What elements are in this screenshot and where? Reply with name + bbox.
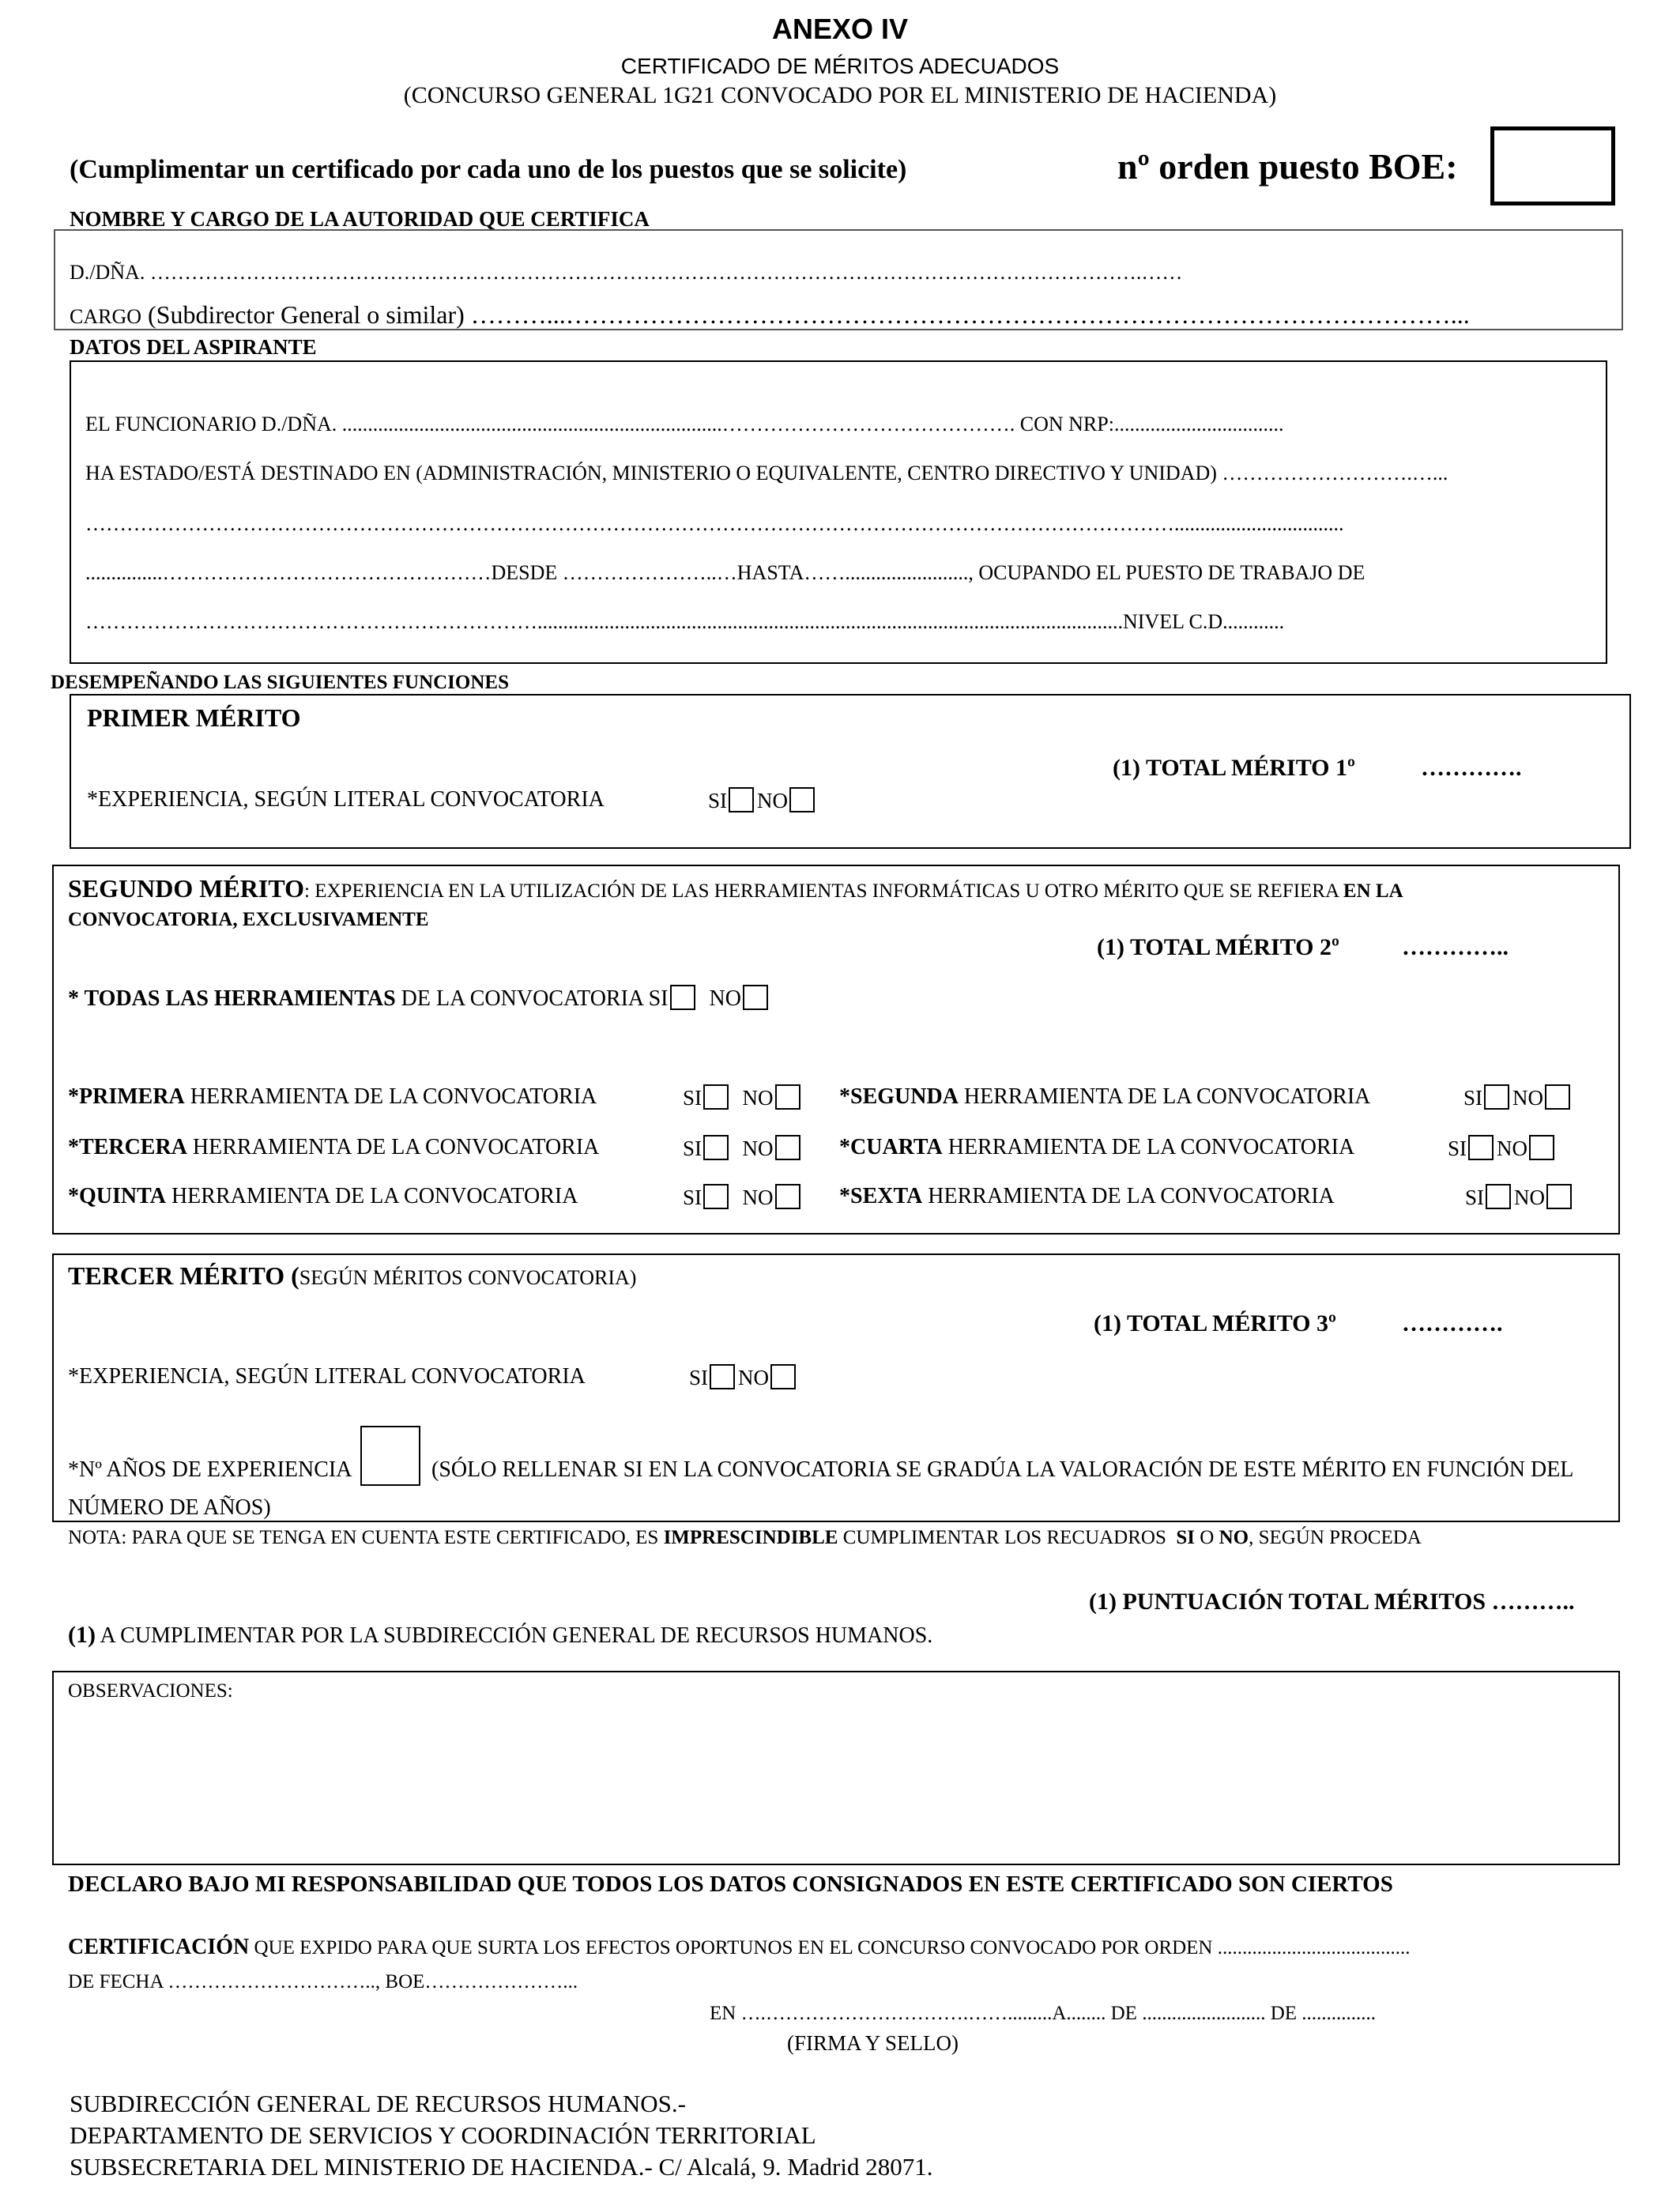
merit2-title: SEGUNDO MÉRITO bbox=[68, 874, 305, 903]
all-tools-bold: * TODAS LAS HERRAMIENTAS bbox=[68, 986, 396, 1011]
no-label: NO bbox=[709, 986, 741, 1011]
tool-ordinal: *CUARTA bbox=[839, 1135, 943, 1159]
authority-cargo-field[interactable] bbox=[70, 300, 1470, 330]
footer-line1: SUBDIRECCIÓN GENERAL DE RECURSOS HUMANOS.- bbox=[70, 2090, 686, 2117]
tool2-si-checkbox[interactable] bbox=[1484, 1084, 1509, 1110]
functions-heading: DESEMPEÑANDO LAS SIGUIENTES FUNCIONES bbox=[51, 672, 509, 693]
all-tools-no-checkbox[interactable] bbox=[743, 985, 768, 1010]
si-label: SI bbox=[708, 789, 728, 812]
certificate-subtitle: (CONCURSO GENERAL 1G21 CONVOCADO POR EL MINISTERIO DE HACIENDA) bbox=[403, 82, 1277, 108]
merit1-total-label: (1) TOTAL MÉRITO 1º bbox=[1113, 755, 1355, 781]
merit2-desc-bold: EN LA bbox=[1343, 880, 1403, 902]
tool-label: HERRAMIENTA DE LA CONVOCATORIA bbox=[963, 1084, 1371, 1109]
tool-ordinal: *SEXTA bbox=[839, 1184, 923, 1208]
no-label: NO bbox=[742, 1137, 774, 1160]
no-label: NO bbox=[738, 1366, 770, 1389]
total-score[interactable]: (1) PUNTUACIÓN TOTAL MÉRITOS ……….. bbox=[1089, 1589, 1575, 1615]
merit3-title-row bbox=[68, 1261, 636, 1291]
authority-name-field[interactable]: D./DÑA. ……………………………………………………………………………………………………………………………….…… bbox=[70, 261, 1183, 284]
score-footnote bbox=[68, 1622, 932, 1649]
tool2-no-checkbox[interactable] bbox=[1545, 1084, 1570, 1110]
observations-box[interactable] bbox=[52, 1671, 1620, 1865]
applicant-name-field[interactable]: EL FUNCIONARIO D./DÑA. ..........................................................................……………………………………. CON NRP:................................. bbox=[85, 413, 1284, 435]
tool-row bbox=[68, 1184, 578, 1209]
si-label: SI bbox=[689, 1366, 709, 1389]
applicant-destination-field[interactable]: HA ESTADO/ESTÁ DESTINADO EN (ADMINISTRACIÓN, MINISTERIO O EQUIVALENTE, CENTRO DIRECTIVO Y UNIDAD) ……………………….…... bbox=[85, 462, 1448, 484]
note-o: O bbox=[1200, 1527, 1215, 1548]
years-note: (SÓLO RELLENAR SI EN LA CONVOCATORIA SE GRADÚA LA VALORACIÓN DE ESTE MÉRITO EN FUNCIÓN DEL bbox=[431, 1457, 1574, 1482]
tool4-no-checkbox[interactable] bbox=[1529, 1135, 1554, 1160]
certification-bold: CERTIFICACIÓN bbox=[68, 1935, 250, 1959]
cargo-line: (Subdirector General o similar) ………...……………………………………………………………………………………………... bbox=[148, 300, 1470, 329]
no-label: NO bbox=[1497, 1137, 1528, 1160]
certificate-title: CERTIFICADO DE MÉRITOS ADECUADOS bbox=[620, 54, 1060, 78]
no-label: NO bbox=[1512, 1086, 1544, 1110]
footer-line3: SUBSECRETARIA DEL MINISTERIO DE HACIENDA.- C/ Alcalá, 9. Madrid 28071. bbox=[70, 2153, 933, 2181]
footnote-text: A CUMPLIMENTAR POR LA SUBDIRECCIÓN GENERAL DE RECURSOS HUMANOS. bbox=[100, 1623, 933, 1648]
no-label: NO bbox=[742, 1086, 774, 1110]
merit3-yesno bbox=[689, 1364, 799, 1390]
tool-row bbox=[839, 1135, 1354, 1160]
merit2-desc2: CONVOCATORIA, EXCLUSIVAMENTE bbox=[68, 909, 429, 930]
merit1-title: PRIMER MÉRITO bbox=[87, 703, 301, 732]
footer-line2: DEPARTAMENTO DE SERVICIOS Y COORDINACIÓN TERRITORIAL bbox=[70, 2121, 816, 2149]
certification-line2[interactable]: DE FECHA ………………………….., BOE…………………... bbox=[68, 1971, 578, 1992]
tool-label: HERRAMIENTA DE LA CONVOCATORIA bbox=[928, 1184, 1335, 1208]
applicant-heading: DATOS DEL ASPIRANTE bbox=[70, 335, 317, 359]
merit3-no-checkbox[interactable] bbox=[770, 1364, 796, 1389]
years-input[interactable] bbox=[360, 1426, 420, 1486]
tool1-yesno bbox=[683, 1084, 804, 1110]
note-prefix: NOTA: PARA QUE SE TENGA EN CUENTA ESTE CERTIFICADO, ES bbox=[68, 1527, 659, 1548]
tool6-yesno bbox=[1465, 1184, 1575, 1210]
declaration-text: DECLARO BAJO MI RESPONSABILIDAD QUE TODOS LOS DATOS CONSIGNADOS EN ESTE CERTIFICADO SON CIERTOS bbox=[68, 1872, 1393, 1897]
tool-row bbox=[68, 1084, 597, 1110]
merit1-no-checkbox[interactable] bbox=[789, 787, 815, 812]
boe-order-label: nº orden puesto BOE: bbox=[1117, 146, 1458, 187]
tool3-si-checkbox[interactable] bbox=[703, 1135, 729, 1160]
merit3-title-rest: SEGÚN MÉRITOS CONVOCATORIA) bbox=[299, 1266, 637, 1289]
tool1-si-checkbox[interactable] bbox=[703, 1084, 729, 1110]
note-si: SI bbox=[1176, 1527, 1195, 1548]
merit3-total-label: (1) TOTAL MÉRITO 3º bbox=[1094, 1310, 1336, 1336]
merit3-title: TERCER MÉRITO ( bbox=[68, 1261, 299, 1290]
tool-row bbox=[839, 1084, 1370, 1110]
tool-label: HERRAMIENTA DE LA CONVOCATORIA bbox=[947, 1135, 1355, 1159]
tool-ordinal: *SEGUNDA bbox=[839, 1084, 959, 1109]
certification-line1 bbox=[68, 1935, 1410, 1960]
tool6-no-checkbox[interactable] bbox=[1546, 1184, 1572, 1209]
certification-text[interactable]: QUE EXPIDO PARA QUE SURTA LOS EFECTOS OPORTUNOS EN EL CONCURSO CONVOCADO POR ORDEN ....................................... bbox=[254, 1937, 1411, 1958]
all-tools-rest: DE LA CONVOCATORIA bbox=[401, 986, 643, 1011]
merit1-total-value[interactable]: …………. bbox=[1421, 755, 1522, 781]
note-suffix: , SEGÚN PROCEDA bbox=[1249, 1527, 1422, 1548]
boe-order-input[interactable] bbox=[1490, 126, 1615, 205]
tool4-yesno bbox=[1448, 1135, 1558, 1161]
note-imprescindible: IMPRESCINDIBLE bbox=[663, 1527, 838, 1548]
merit2-total-label: (1) TOTAL MÉRITO 2º bbox=[1097, 934, 1339, 960]
merit1-box bbox=[70, 694, 1631, 849]
tool3-no-checkbox[interactable] bbox=[775, 1135, 800, 1160]
tool-label: HERRAMIENTA DE LA CONVOCATORIA bbox=[192, 1135, 600, 1159]
tool-label: HERRAMIENTA DE LA CONVOCATORIA bbox=[190, 1084, 597, 1109]
tool5-si-checkbox[interactable] bbox=[703, 1184, 729, 1209]
authority-heading: NOMBRE Y CARGO DE LA AUTORIDAD QUE CERTIFICA bbox=[70, 207, 650, 231]
si-label: SI bbox=[683, 1186, 703, 1209]
applicant-dates-field[interactable]: ...............…………………………………………DESDE …………………..…HASTA……........................, OCUPANDO EL PUESTO DE TRABAJO DE bbox=[85, 561, 1365, 584]
tool-ordinal: *TERCERA bbox=[68, 1135, 187, 1159]
merit3-total-value[interactable]: …………. bbox=[1402, 1310, 1503, 1336]
observations-label: OBSERVACIONES: bbox=[68, 1680, 233, 1702]
cargo-label: CARGO bbox=[70, 305, 142, 328]
footnote-number: (1) bbox=[68, 1622, 96, 1648]
note-no: NO bbox=[1219, 1527, 1249, 1548]
applicant-position-field[interactable]: …………………………………………………………..................................................................................................................NIVEL C.D............ bbox=[85, 610, 1285, 633]
si-label: SI bbox=[683, 1086, 703, 1110]
annex-title: ANEXO IV bbox=[771, 13, 909, 45]
si-label: SI bbox=[1463, 1086, 1483, 1110]
tool-row bbox=[68, 1135, 599, 1160]
merit1-si-checkbox[interactable] bbox=[729, 787, 754, 812]
tool1-no-checkbox[interactable] bbox=[775, 1084, 800, 1110]
merit2-desc: : EXPERIENCIA EN LA UTILIZACIÓN DE LAS HERRAMIENTAS INFORMÁTICAS U OTRO MÉRITO QUE SE REFIERA bbox=[304, 880, 1339, 902]
note-mid: CUMPLIMENTAR LOS RECUADROS bbox=[842, 1527, 1166, 1548]
tool-row bbox=[839, 1184, 1335, 1209]
si-label: SI bbox=[1448, 1137, 1467, 1160]
tool4-si-checkbox[interactable] bbox=[1468, 1135, 1494, 1160]
tool6-si-checkbox[interactable] bbox=[1486, 1184, 1511, 1209]
si-label: SI bbox=[1465, 1186, 1485, 1209]
note-text bbox=[68, 1527, 1422, 1549]
merit2-description bbox=[68, 873, 1604, 907]
years-note-2: NÚMERO DE AÑOS) bbox=[68, 1495, 271, 1520]
si-label: SI bbox=[683, 1137, 703, 1160]
tool-ordinal: *PRIMERA bbox=[68, 1084, 185, 1109]
tool-ordinal: *QUINTA bbox=[68, 1184, 166, 1208]
certification-line3[interactable]: EN ….………………………….…….........A........ DE ......................... DE ............... bbox=[710, 2003, 1377, 2024]
si-label: SI bbox=[648, 986, 669, 1011]
instruction-text: (Cumplimentar un certificado por cada uno de los puestos que se solicite) bbox=[70, 155, 907, 184]
tool3-yesno bbox=[683, 1135, 804, 1161]
merit3-si-checkbox[interactable] bbox=[710, 1364, 735, 1389]
no-label: NO bbox=[742, 1186, 774, 1209]
tool2-yesno bbox=[1463, 1084, 1573, 1110]
no-label: NO bbox=[757, 789, 789, 812]
merit3-experience-label: *EXPERIENCIA, SEGÚN LITERAL CONVOCATORIA bbox=[68, 1364, 586, 1389]
no-label: NO bbox=[1514, 1186, 1546, 1209]
applicant-destination-line[interactable]: ……………………………………………………………………………………………………………………………………………................................. bbox=[85, 512, 1344, 535]
tool5-no-checkbox[interactable] bbox=[775, 1184, 800, 1209]
merit1-yesno bbox=[708, 787, 818, 813]
tool5-yesno bbox=[683, 1184, 804, 1210]
merit2-all-tools-row bbox=[68, 985, 771, 1012]
all-tools-si-checkbox[interactable] bbox=[670, 985, 695, 1010]
tool-label: HERRAMIENTA DE LA CONVOCATORIA bbox=[171, 1184, 578, 1208]
years-label: *Nº AÑOS DE EXPERIENCIA bbox=[68, 1457, 352, 1482]
merit2-total-value[interactable]: ………….. bbox=[1402, 934, 1509, 960]
merit1-experience-label: *EXPERIENCIA, SEGÚN LITERAL CONVOCATORIA bbox=[87, 787, 605, 812]
signature-label: (FIRMA Y SELLO) bbox=[787, 2031, 959, 2055]
